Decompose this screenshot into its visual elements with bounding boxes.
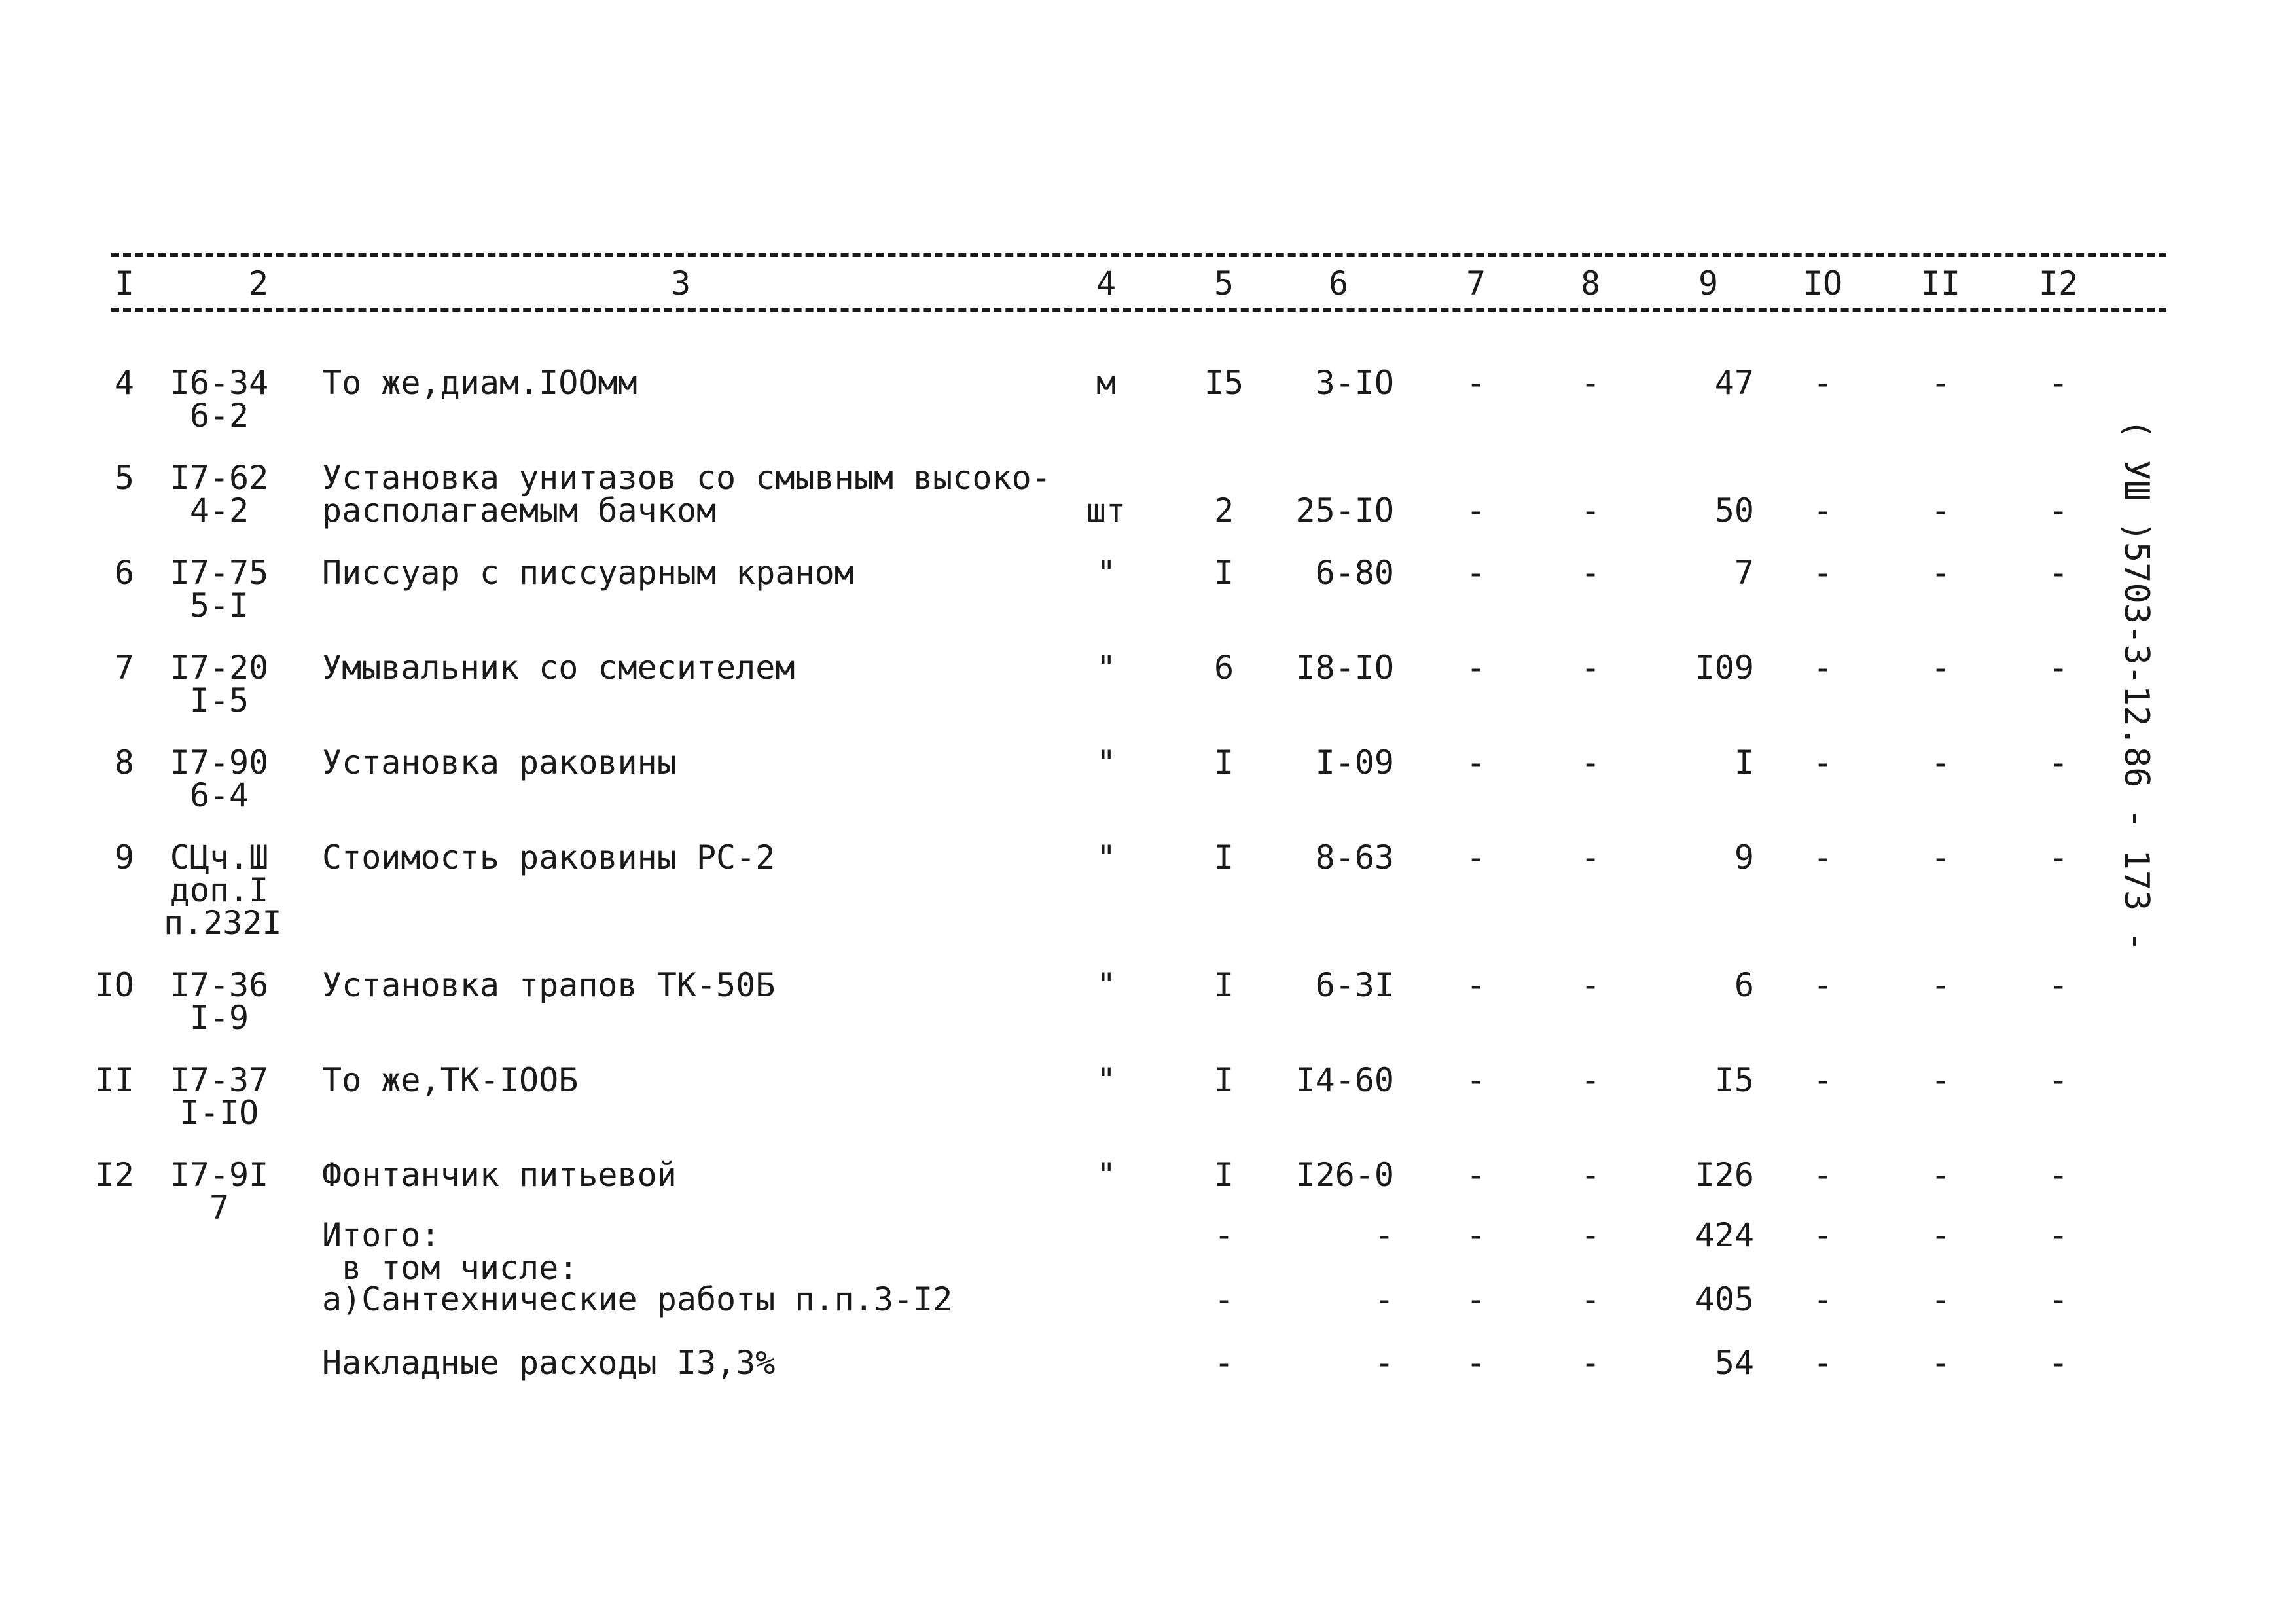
unit-cell: " (1096, 744, 1117, 782)
column-header-3: 3 (670, 264, 691, 302)
norm-code (164, 556, 275, 622)
column-9-cell: I (1734, 744, 1754, 782)
row-number: 5 (114, 459, 134, 497)
unit-price-cell: 8-63 (1315, 839, 1394, 876)
column-7-cell: - (1465, 492, 1486, 530)
total-c12-cell: - (2048, 1280, 2069, 1318)
column-12-cell: - (2048, 966, 2069, 1004)
column-7-cell: - (1465, 649, 1486, 687)
quantity-cell: I (1213, 744, 1234, 782)
column-10-cell: - (1812, 364, 1833, 402)
work-description-line: Установка раковины (322, 744, 677, 782)
table-top-rule (111, 253, 2166, 257)
norm-code-line: I7-20 (170, 649, 269, 687)
norm-code-line: I7-9I (170, 1156, 269, 1194)
column-11-cell: - (1930, 966, 1951, 1004)
total-description-line: а)Сантехнические работы п.п.3-I2 (322, 1280, 953, 1318)
norm-code (164, 364, 275, 435)
work-description-line: Фонтанчик питьевой (322, 1156, 677, 1194)
column-header-5: 5 (1213, 264, 1234, 302)
column-11-cell: - (1930, 744, 1951, 782)
row-number: 6 (114, 554, 134, 592)
work-description (322, 649, 1094, 687)
total-description (322, 1344, 1094, 1382)
norm-code-line: I-IO (179, 1094, 259, 1132)
total-description-line: Итого: (322, 1216, 440, 1254)
row-number: I2 (94, 1156, 134, 1194)
quantity-cell: I (1213, 1156, 1234, 1194)
total-c9-cell: 54 (1714, 1344, 1754, 1382)
column-12-cell: - (2048, 492, 2069, 530)
column-header-6: 6 (1328, 264, 1349, 302)
column-11-cell: - (1930, 1156, 1951, 1194)
total-c8-cell: - (1580, 1280, 1601, 1318)
norm-code-line: I7-62 (170, 459, 269, 497)
work-description (322, 966, 1094, 1004)
unit-cell: шт (1086, 492, 1126, 530)
column-header-7: 7 (1465, 264, 1486, 302)
total-price-cell: - (1374, 1344, 1394, 1382)
row-number: IO (94, 966, 134, 1004)
column-10-cell: - (1812, 966, 1833, 1004)
total-price-cell: - (1374, 1280, 1394, 1318)
quantity-cell: 2 (1213, 492, 1234, 530)
column-header-8: 8 (1580, 264, 1601, 302)
unit-price-cell: 6-3I (1315, 966, 1394, 1004)
column-9-cell: 47 (1714, 364, 1754, 402)
work-description (322, 459, 1094, 530)
total-c10-cell: - (1812, 1344, 1833, 1382)
norm-code-line: I7-75 (170, 554, 269, 592)
total-c12-cell: - (2048, 1344, 2069, 1382)
total-c9-cell: 424 (1695, 1216, 1754, 1254)
column-9-cell: I09 (1695, 649, 1754, 687)
norm-code (164, 966, 275, 1037)
unit-cell: м (1096, 364, 1117, 402)
norm-code (164, 459, 275, 530)
norm-code (164, 746, 275, 812)
column-10-cell: - (1812, 649, 1833, 687)
column-8-cell: - (1580, 744, 1601, 782)
work-description (322, 364, 1094, 402)
total-c12-cell: - (2048, 1216, 2069, 1254)
unit-cell: " (1096, 839, 1117, 876)
column-9-cell: 6 (1734, 966, 1754, 1004)
row-number: II (94, 1061, 134, 1099)
side-page-label: ( УШ )5703-3-12.86 - 173 - (2117, 419, 2156, 952)
work-description-line: располагаемым бачком (322, 492, 717, 530)
unit-price-cell: I-09 (1315, 744, 1394, 782)
norm-code-line: 6-2 (189, 397, 249, 435)
total-qty-cell: - (1213, 1344, 1234, 1382)
column-11-cell: - (1930, 649, 1951, 687)
column-7-cell: - (1465, 364, 1486, 402)
column-9-cell: I5 (1714, 1061, 1754, 1099)
column-10-cell: - (1812, 1156, 1833, 1194)
norm-code-line: СЦч.Ш (170, 839, 269, 876)
quantity-cell: I (1213, 554, 1234, 592)
unit-price-cell: 6-80 (1315, 554, 1394, 592)
norm-code-line: п.232I (164, 904, 282, 942)
norm-code-line: I-5 (189, 681, 249, 719)
column-8-cell: - (1580, 364, 1601, 402)
norm-code-line: I6-34 (170, 364, 269, 402)
norm-code (164, 1061, 275, 1132)
column-8-cell: - (1580, 554, 1601, 592)
norm-code-line: 6-4 (189, 776, 249, 814)
column-header-9: 9 (1698, 264, 1719, 302)
total-c10-cell: - (1812, 1216, 1833, 1254)
total-description (322, 1216, 1094, 1287)
column-header-12: I2 (2038, 264, 2079, 302)
quantity-cell: 6 (1213, 649, 1234, 687)
column-9-cell: 7 (1734, 554, 1754, 592)
column-7-cell: - (1465, 839, 1486, 876)
total-c7-cell: - (1465, 1344, 1486, 1382)
work-description (322, 1061, 1094, 1099)
row-number: 8 (114, 744, 134, 782)
norm-code-line: доп.I (170, 871, 269, 909)
column-8-cell: - (1580, 1061, 1601, 1099)
work-description (322, 841, 1094, 874)
work-description (322, 1156, 1094, 1194)
row-number: 4 (114, 364, 134, 402)
column-header-4: 4 (1096, 264, 1117, 302)
total-c11-cell: - (1930, 1216, 1951, 1254)
unit-cell: " (1096, 1156, 1117, 1194)
row-number: 9 (114, 839, 134, 876)
column-11-cell: - (1930, 1061, 1951, 1099)
column-12-cell: - (2048, 839, 2069, 876)
quantity-cell: I (1213, 1061, 1234, 1099)
table-header-rule (111, 308, 2166, 312)
column-12-cell: - (2048, 649, 2069, 687)
norm-code-line: 7 (209, 1189, 230, 1227)
total-description-line: в том числе: (322, 1249, 579, 1287)
quantity-cell: I5 (1204, 364, 1244, 402)
column-7-cell: - (1465, 1061, 1486, 1099)
work-description-line: Установка унитазов со смывным высоко- (322, 459, 1051, 497)
column-9-cell: I26 (1695, 1156, 1754, 1194)
total-c7-cell: - (1465, 1280, 1486, 1318)
work-description-line: Умывальник со смесителем (322, 649, 795, 687)
row-number: 7 (114, 649, 134, 687)
total-price-cell: - (1374, 1216, 1394, 1254)
work-description-line: То же,ТК-IOOБ (322, 1061, 579, 1099)
total-description (322, 1280, 1094, 1318)
column-11-cell: - (1930, 492, 1951, 530)
column-8-cell: - (1580, 492, 1601, 530)
column-11-cell: - (1930, 364, 1951, 402)
column-10-cell: - (1812, 492, 1833, 530)
column-12-cell: - (2048, 744, 2069, 782)
column-8-cell: - (1580, 649, 1601, 687)
norm-code (164, 839, 282, 942)
column-7-cell: - (1465, 554, 1486, 592)
unit-cell: " (1096, 554, 1117, 592)
column-10-cell: - (1812, 744, 1833, 782)
total-c8-cell: - (1580, 1344, 1601, 1382)
norm-code-line: I7-36 (170, 966, 269, 1004)
total-c7-cell: - (1465, 1216, 1486, 1254)
work-description-line: Установка трапов ТК-50Б (322, 966, 776, 1004)
column-header-11: II (1920, 264, 1961, 302)
unit-price-cell: I26-0 (1295, 1156, 1394, 1194)
column-header-10: IO (1803, 264, 1843, 302)
column-10-cell: - (1812, 554, 1833, 592)
unit-cell: " (1096, 1061, 1117, 1099)
total-c9-cell: 405 (1695, 1280, 1754, 1318)
column-9-cell: 9 (1734, 839, 1754, 876)
total-c10-cell: - (1812, 1280, 1833, 1318)
column-8-cell: - (1580, 839, 1601, 876)
column-11-cell: - (1930, 554, 1951, 592)
column-10-cell: - (1812, 1061, 1833, 1099)
norm-code-line: I7-90 (170, 744, 269, 782)
unit-cell: " (1096, 649, 1117, 687)
column-10-cell: - (1812, 839, 1833, 876)
total-c11-cell: - (1930, 1344, 1951, 1382)
column-7-cell: - (1465, 966, 1486, 1004)
norm-code-line: 4-2 (189, 492, 249, 530)
quantity-cell: I (1213, 839, 1234, 876)
work-description-line: То же,диам.IOOмм (322, 364, 637, 402)
work-description-line: Писсуар с писсуарным краном (322, 554, 854, 592)
total-description-line: Накладные расходы I3,3% (322, 1344, 776, 1382)
column-9-cell: 50 (1714, 492, 1754, 530)
total-c11-cell: - (1930, 1280, 1951, 1318)
quantity-cell: I (1213, 966, 1234, 1004)
column-8-cell: - (1580, 966, 1601, 1004)
norm-code (164, 1156, 275, 1227)
column-header-2: 2 (248, 264, 269, 302)
norm-code-line: I-9 (189, 999, 249, 1037)
column-12-cell: - (2048, 554, 2069, 592)
unit-price-cell: 25-IO (1295, 492, 1394, 530)
column-7-cell: - (1465, 1156, 1486, 1194)
column-8-cell: - (1580, 1156, 1601, 1194)
unit-price-cell: I4-60 (1295, 1061, 1394, 1099)
work-description-line: Стоимость раковины РС-2 (322, 839, 776, 876)
total-c8-cell: - (1580, 1216, 1601, 1254)
unit-cell: " (1096, 966, 1117, 1004)
work-description (322, 744, 1094, 782)
norm-code (164, 651, 275, 717)
total-qty-cell: - (1213, 1216, 1234, 1254)
column-11-cell: - (1930, 839, 1951, 876)
work-description (322, 554, 1094, 592)
column-12-cell: - (2048, 1061, 2069, 1099)
total-qty-cell: - (1213, 1280, 1234, 1318)
unit-price-cell: I8-IO (1295, 649, 1394, 687)
norm-code-line: I7-37 (170, 1061, 269, 1099)
column-header-1: I (114, 264, 135, 302)
column-7-cell: - (1465, 744, 1486, 782)
column-12-cell: - (2048, 1156, 2069, 1194)
column-12-cell: - (2048, 364, 2069, 402)
unit-price-cell: 3-IO (1315, 364, 1394, 402)
norm-code-line: 5-I (189, 586, 249, 624)
